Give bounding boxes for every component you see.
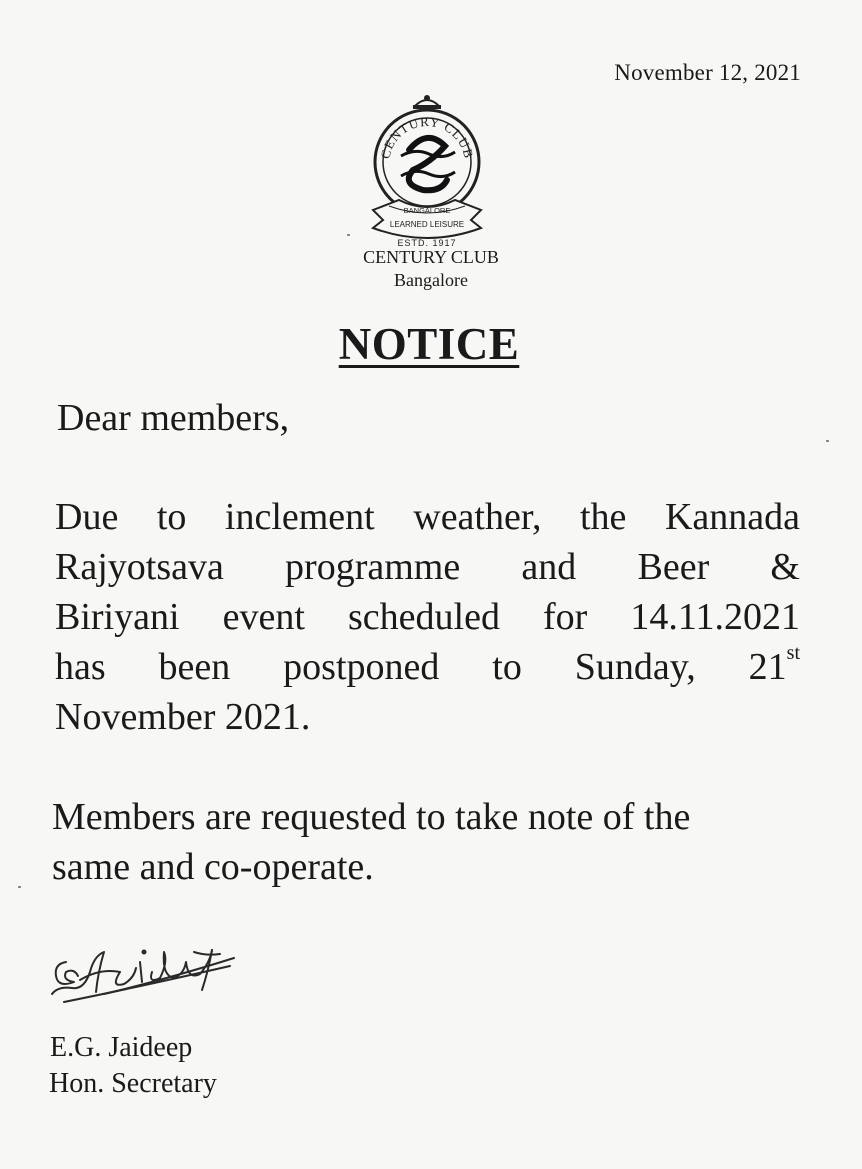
logo-established-text: ESTD. 1917 (397, 238, 457, 248)
notice-body (55, 492, 800, 742)
club-name: CENTURY CLUB (363, 247, 499, 267)
scan-speck (18, 886, 21, 888)
handwritten-signature (44, 932, 244, 1012)
body-line-text: has been postponed to Sunday, 21 (55, 646, 787, 688)
request-paragraph (52, 792, 802, 892)
body-line-with-date (55, 642, 800, 692)
signer-title: Hon. Secretary (49, 1068, 217, 1099)
logo-top-text: CENTURY CLUB (377, 113, 477, 161)
ordinal-suffix: st (786, 642, 800, 664)
request-line: same and co-operate. (52, 846, 374, 888)
request-line: Members are requested to take note of the (52, 796, 691, 838)
salutation: Dear members, (57, 397, 290, 439)
signer-name: E.G. Jaideep (50, 1032, 193, 1063)
body-line: November 2021. (55, 696, 311, 738)
club-city: Bangalore (394, 270, 468, 290)
notice-date: November 12, 2021 (614, 60, 801, 85)
body-line: Due to inclement weather, the Kannada (55, 496, 800, 538)
logo-motto-text: LEARNED LEISURE (389, 220, 465, 229)
notice-title: NOTICE (338, 319, 520, 369)
body-line: Rajyotsava programme and Beer & (55, 546, 800, 588)
century-club-logo (359, 92, 495, 250)
scan-speck (347, 234, 350, 236)
body-line: Biriyani event scheduled for 14.11.2021 (55, 596, 800, 638)
scan-speck (826, 440, 829, 442)
logo-city-text: BANGALORE (403, 206, 451, 215)
